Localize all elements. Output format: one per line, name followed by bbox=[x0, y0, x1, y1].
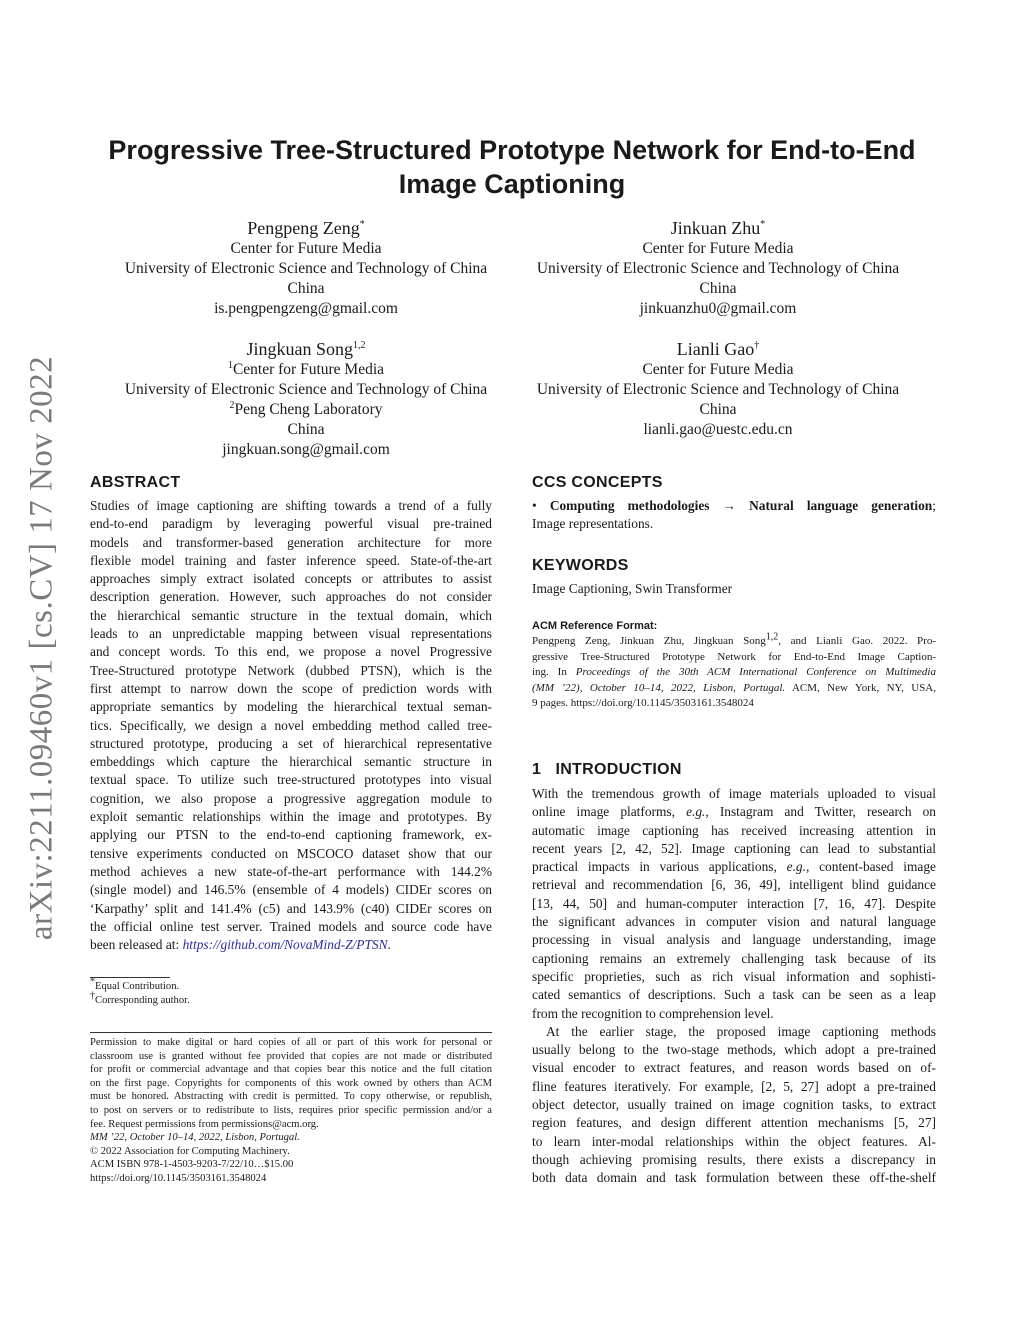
affiliation-line: Center for Future Media bbox=[642, 240, 794, 257]
affiliation-line: University of Electronic Science and Technology of China bbox=[536, 381, 900, 398]
affiliation-line: China bbox=[699, 280, 737, 297]
permission-rule bbox=[90, 1032, 492, 1033]
affiliation-line: $^1$Center for Future Media bbox=[227, 359, 385, 378]
ccs-body bbox=[532, 497, 936, 534]
abstract-line: embeddings which capture the hierarchical semantic structure in bbox=[90, 754, 492, 770]
abstract-line: models and transformer-based generation architecture for more bbox=[90, 534, 492, 550]
ref-line-1: Pengpeng Zeng, Jinkuan Zhu, Jingkuan Song$^{1,2}$, and Lianli Gao. 2022. Pro- bbox=[532, 631, 936, 647]
footnote-rule bbox=[90, 977, 170, 978]
affiliation-line: China bbox=[287, 421, 325, 438]
permission-line: for profit or commercial advantage and that copies bear this notice and the full citation bbox=[90, 1064, 492, 1076]
abstract-line: ‘Karpathy’ split and 141.4% (c5) and 143.9% (c40) CIDEr scores on bbox=[90, 900, 492, 916]
title-line-2: Image Captioning bbox=[398, 169, 626, 199]
reference-format-body bbox=[532, 631, 936, 712]
permission-line: must be honored. Abstracting with credit is permitted. To copy otherwise, or republish, bbox=[90, 1091, 492, 1103]
intro-line: to learn inter-modal relationships within the object features. Al- bbox=[532, 1133, 936, 1149]
intro-line: fline features iteratively. For example, [2, 5, 27] adopt a pre-trained bbox=[532, 1078, 936, 1094]
isbn-line: ACM ISBN 978-1-4503-9203-7/22/10…$15.00 bbox=[90, 1159, 294, 1171]
footnotes bbox=[90, 976, 492, 1008]
arxiv-side-stamp bbox=[0, 0, 60, 1325]
abstract-line: tics. Specifically, we design a novel embedding method called tree- bbox=[90, 717, 492, 733]
intro-line: At the earlier stage, the proposed image captioning methods bbox=[546, 1023, 936, 1039]
abstract-heading: ABSTRACT bbox=[90, 474, 181, 491]
title-line-1: Progressive Tree-Structured Prototype Network for End-to-End bbox=[108, 135, 916, 165]
author-block-zeng bbox=[86, 217, 526, 319]
intro-line: though achieving promising results, there exists a discrepancy in bbox=[532, 1151, 936, 1167]
author-email: lianli.gao@uestc.edu.cn bbox=[643, 421, 793, 438]
introduction-body bbox=[532, 785, 936, 1188]
intro-line: retrieval and recommendation [6, 36, 49], intelligent blind guidance bbox=[532, 877, 936, 893]
abstract-line: Tree-Structured prototype Network (dubbed PTSN), which is the bbox=[90, 662, 492, 678]
reference-format-heading: ACM Reference Format: bbox=[532, 620, 658, 632]
keywords-text: Image Captioning, Swin Transformer bbox=[532, 581, 733, 596]
affiliation-line: $^2$Peng Cheng Laboratory bbox=[229, 399, 383, 418]
ccs-heading: CCS CONCEPTS bbox=[532, 474, 663, 491]
ccs-line-2: Image representations. bbox=[532, 516, 654, 532]
ref-line-4: (MM ’22), October 10–14, 2022, Lisbon, Portugal. ACM, New York, NY, USA, bbox=[532, 681, 936, 694]
permission-line: on the first page. Copyrights for components of this work owned by others than ACM bbox=[90, 1077, 492, 1089]
author-name: Jinkuan Zhu* bbox=[670, 218, 766, 238]
author-email: jinkuanzhu0@gmail.com bbox=[639, 300, 797, 317]
abstract-line: flexible model training and faster inference speed. State-of-the-art bbox=[90, 552, 492, 568]
footnote-corresponding: †Corresponding author. bbox=[90, 990, 190, 1006]
author-name: Pengpeng Zeng* bbox=[247, 218, 365, 238]
keywords-heading: KEYWORDS bbox=[532, 557, 629, 574]
permission-line: Permission to make digital or hard copies of all or part of this work for personal or bbox=[90, 1037, 492, 1048]
copyright-line: © 2022 Association for Computing Machinery. bbox=[90, 1145, 290, 1157]
abstract-line: tensive experiments conducted on MSCOCO dataset show that our bbox=[90, 845, 492, 861]
abstract-line: end-to-end paradigm by leveraging powerful visual pre-trained bbox=[90, 516, 492, 532]
abstract-line: cognition, we also propose a progressive aggregation module to bbox=[90, 790, 492, 806]
abstract-line: structured prototype, producing a set of hierarchical representative bbox=[90, 735, 492, 751]
ccs-line-1: • Computing methodologies → Natural language generation; bbox=[532, 498, 936, 513]
intro-line: captioning remains an extremely challenging task because of its bbox=[532, 950, 936, 966]
permission-block bbox=[90, 1036, 492, 1186]
abstract-body bbox=[90, 497, 492, 954]
author-block-gao bbox=[498, 338, 938, 440]
paper-title bbox=[60, 133, 964, 201]
abstract-line: method achieves a new state-of-the-art performance with 144.2% bbox=[90, 863, 492, 879]
intro-line: automatic image captioning has received increasing attention in bbox=[532, 822, 936, 838]
abstract-line: approaches simply extract isolated concepts or attributes to assist bbox=[90, 571, 492, 587]
intro-line: cated semantics of descriptions. Such a task can be seen as a leap bbox=[532, 987, 936, 1003]
intro-line: from the recognition to comprehension level. bbox=[532, 1005, 774, 1021]
intro-line: specific proprieties, such as rich visual information and sophisti- bbox=[532, 968, 936, 984]
author-block-zhu bbox=[498, 217, 938, 319]
intro-line: [13, 44, 50] and human-computer interaction [7, 16, 47]. Despite bbox=[532, 895, 936, 911]
intro-line: object detector, usually trained on image cognition tasks, to extract bbox=[532, 1097, 936, 1113]
intro-line: processing in visual analysis and language understanding, image bbox=[532, 932, 936, 948]
section-title: INTRODUCTION bbox=[555, 761, 682, 778]
permission-line: classroom use is granted without fee provided that copies are not made or distributed bbox=[90, 1050, 492, 1062]
conference-line: MM ’22, October 10–14, 2022, Lisbon, Portugal. bbox=[90, 1132, 300, 1144]
affiliation-line: Center for Future Media bbox=[642, 361, 794, 378]
intro-line: With the tremendous growth of image materials uploaded to visual bbox=[532, 786, 936, 801]
author-block-song bbox=[86, 338, 526, 460]
affiliation-line: China bbox=[699, 401, 737, 418]
arxiv-id: arXiv:2211.09460v1 [cs.CV] 17 Nov 2022 bbox=[23, 355, 60, 941]
abstract-line: and concept words. To this end, we propose a novel Progressive bbox=[90, 644, 492, 660]
affiliation-line: University of Electronic Science and Technology of China bbox=[124, 381, 488, 398]
author-name: Lianli Gao† bbox=[676, 339, 760, 359]
github-link[interactable]: https://github.com/NovaMind-Z/PTSN bbox=[182, 937, 388, 953]
abstract-line: Studies of image captioning are shifting towards a trend of a fully bbox=[90, 498, 492, 513]
author-email: jingkuan.song@gmail.com bbox=[222, 441, 390, 458]
author-email: is.pengpengzeng@gmail.com bbox=[214, 300, 398, 317]
abstract-line: applying our PTSN to the end-to-end captioning framework, ex- bbox=[90, 827, 492, 843]
abstract-line: appropriate semantics by modeling the hierarchical textual seman- bbox=[90, 699, 492, 715]
affiliation-line: University of Electronic Science and Technology of China bbox=[536, 260, 900, 277]
intro-line: online image platforms, e.g., Instagram and Twitter, research on bbox=[532, 804, 936, 820]
affiliation-line: Center for Future Media bbox=[230, 240, 382, 257]
abstract-line: been released at: https://github.com/NovaMind-Z/PTSN. bbox=[90, 937, 391, 953]
abstract-line: leads to an unpredictable mapping between visual representations bbox=[90, 626, 492, 642]
abstract-line: textual space. To utilize such tree-structured prototypes into visual bbox=[90, 772, 492, 788]
intro-line: the significant advances in computer vision and natural language bbox=[532, 914, 936, 930]
author-name: Jingkuan Song$^{1,2}$ bbox=[246, 339, 366, 359]
permission-line: fee. Request permissions from permissions@acm.org. bbox=[90, 1118, 319, 1130]
introduction-heading bbox=[532, 760, 936, 780]
abstract-line: first attempt to narrow down the scope of prediction words with bbox=[90, 680, 492, 696]
abstract-line: description generation. However, such approaches do not consider bbox=[90, 589, 492, 605]
intro-line: usually belong to the two-stage methods, which adopt a pre-trained bbox=[532, 1042, 936, 1058]
abstract-line: the official online test server. Trained models and source code have bbox=[90, 918, 492, 934]
intro-line: visual encoder to extract features, and reason words based on of- bbox=[532, 1060, 936, 1076]
section-number: 1 bbox=[532, 761, 542, 778]
affiliation-line: China bbox=[287, 280, 325, 297]
intro-line: practical impacts in various applications, e.g., content-based image bbox=[532, 859, 936, 875]
abstract-line: (single model) and 146.5% (ensemble of 4 models) CIDEr scores on bbox=[90, 882, 492, 898]
ref-line-2: gressive Tree-Structured Prototype Network for End-to-End Image Caption- bbox=[532, 650, 936, 663]
intro-line: region features, and design different attention mechanisms [5, 27] bbox=[532, 1115, 936, 1131]
intro-line: recent years [2, 42, 52]. Image captioning can lead to substantial bbox=[532, 840, 936, 856]
affiliation-line: University of Electronic Science and Technology of China bbox=[124, 260, 488, 277]
abstract-line: exploit semantic relationships within the image and prototypes. By bbox=[90, 809, 492, 825]
ref-line-3: ing. In Proceedings of the 30th ACM International Conference on Multimedia bbox=[532, 666, 936, 679]
permission-line: to post on servers or to redistribute to lists, requires prior specific permission and/or a bbox=[90, 1104, 492, 1116]
intro-line: both data domain and task formulation between these off-the-shelf bbox=[532, 1170, 936, 1186]
doi-line: https://doi.org/10.1145/3503161.3548024 bbox=[90, 1172, 267, 1184]
footnote-equal: *Equal Contribution. bbox=[90, 976, 180, 992]
abstract-line: the hierarchical semantic structure in the textual domain, which bbox=[90, 607, 492, 623]
ref-line-5: 9 pages. https://doi.org/10.1145/3503161.3548024 bbox=[532, 697, 754, 710]
